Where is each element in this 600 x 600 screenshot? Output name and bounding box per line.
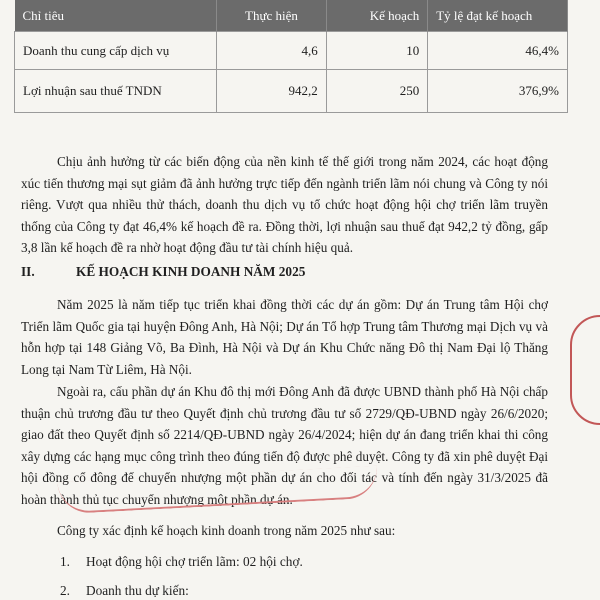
row-ratio: 376,9%: [428, 70, 568, 113]
header-indicator: Chỉ tiêu: [15, 0, 217, 32]
paragraph-results: Chịu ảnh hưởng từ các biến động của nền kinh tế thế giới trong năm 2024, các hoạt động xúc tiến thương mại sụt giảm đã ảnh hưởng trực tiếp đến ngành triển lãm nói chung và Công ty nói riêng. Vượt qua nhiều thử thách, doanh thu dịch vụ tổ chức hoạt động hội chợ triển lãm truyền thống của Công ty đạt 46,4% kế hoạch đề ra. Đồng thời, lợi nhuận sau thuế đạt 942,2 tỷ đồng, gấp 3,8 lần kế hoạch đề ra nhờ hoạt động đầu tư tài chính hiệu quả.: [21, 154, 548, 255]
row-ratio: 46,4%: [428, 32, 568, 70]
header-actual: Thực hiện: [217, 0, 327, 32]
paragraph-projects: Năm 2025 là năm tiếp tục triển khai đồng thời các dự án gồm: Dự án Trung tâm Hội chợ Triển lãm Quốc gia tại huyện Đông Anh, Hà Nội; Dự án Tổ hợp Trung tâm Thương mại Dịch vụ và hỗn hợp tại 148 Giảng Võ, Ba Đình, Hà Nội và Dự án Khu Chức năng Đô thị Nam Đại lộ Thăng Long tại Nam Từ Liêm, Hà Nội.: [21, 297, 548, 377]
list-text: Hoạt động hội chợ triển lãm: 02 hội chợ.: [86, 554, 303, 569]
table-row: [15, 70, 568, 113]
section-title: KẾ HOẠCH KINH DOANH NĂM 2025: [76, 264, 306, 279]
table-row: [15, 32, 568, 70]
list-number: 1.: [60, 554, 70, 569]
section-number: II.: [21, 264, 35, 279]
row-plan: 10: [326, 32, 427, 70]
row-actual: 4,6: [217, 32, 327, 70]
row-label: Lợi nhuận sau thuế TNDN: [15, 70, 217, 113]
header-ratio: Tỷ lệ đạt kế hoạch: [428, 0, 568, 32]
company-stamp: [570, 315, 600, 425]
list-number: 2.: [60, 583, 70, 598]
header-plan: Kế hoạch: [326, 0, 427, 32]
paragraph-dong-anh: Ngoài ra, cấu phần dự án Khu đô thị mới Đông Anh đã được UBND thành phố Hà Nội chấp thuận chủ trương đầu tư theo Quyết định chủ trương đầu tư số 2729/QĐ-UBND ngày 26/6/2020; giao đất theo Quyết định số 2214/QĐ-UBND ngày 26/4/2024; hiện dự án đang triển khai thi công xây dựng các hạng mục công trình theo đúng tiến độ được phê duyệt. Công ty đã xin phê duyệt Đại hội đồng cổ đông để chuyển nhượng một phần dự án cho đối tác và tính đến ngày 31/3/2025 đã hoàn thành thủ tục chuyển nhượng một phần dự án.: [21, 384, 548, 507]
section-heading: [21, 264, 305, 280]
list-item: [60, 554, 303, 570]
list-item: [60, 583, 189, 599]
row-actual: 942,2: [217, 70, 327, 113]
row-label: Doanh thu cung cấp dịch vụ: [15, 32, 217, 70]
table-header-row: [15, 0, 568, 32]
paragraph-plan-intro: Công ty xác định kế hoạch kinh doanh trong năm 2025 như sau:: [57, 523, 396, 538]
list-text: Doanh thu dự kiến:: [86, 583, 189, 598]
row-plan: 250: [326, 70, 427, 113]
results-table: [14, 0, 568, 113]
